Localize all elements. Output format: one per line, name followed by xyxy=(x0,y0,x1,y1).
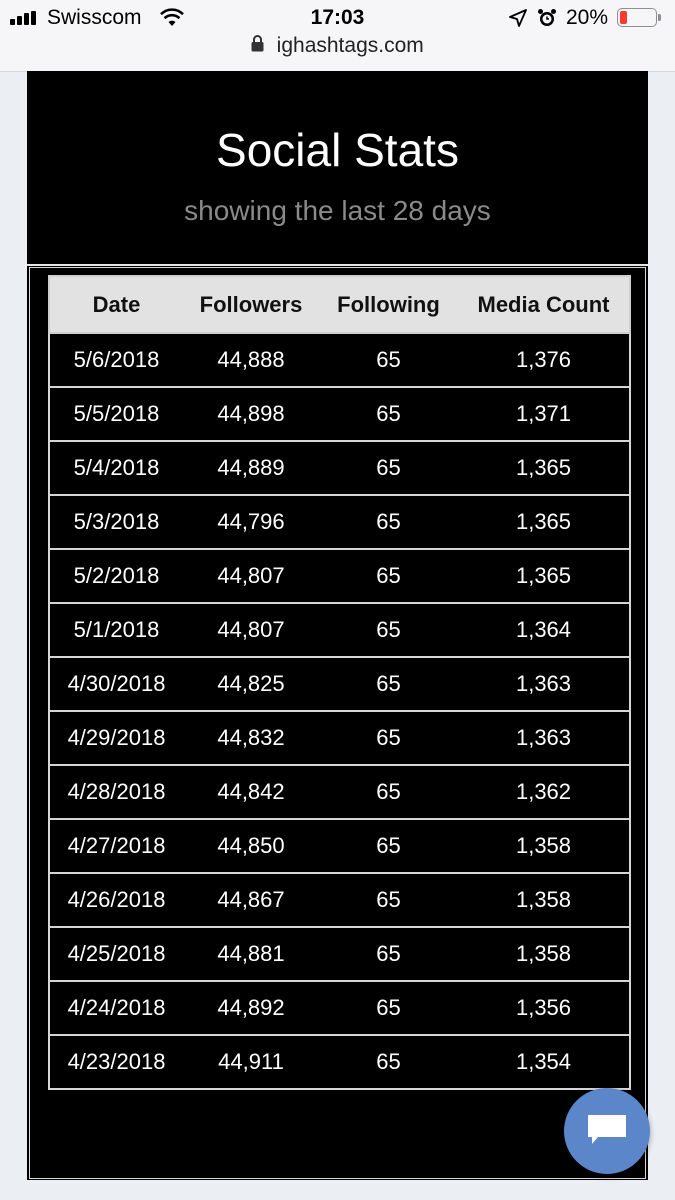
cell-following: 65 xyxy=(319,927,458,981)
cell-media-count: 1,365 xyxy=(458,495,630,549)
cell-date: 4/26/2018 xyxy=(49,873,183,927)
cell-media-count: 1,365 xyxy=(458,441,630,495)
cell-media-count: 1,371 xyxy=(458,387,630,441)
table-row xyxy=(49,927,630,981)
cell-followers: 44,892 xyxy=(183,981,319,1035)
table-row xyxy=(49,333,630,387)
battery-icon xyxy=(617,8,657,27)
column-header-media-count: Media Count xyxy=(458,276,630,333)
table-header-row xyxy=(49,276,630,333)
stats-table-panel xyxy=(29,267,646,1179)
cell-following: 65 xyxy=(319,981,458,1035)
cell-date: 5/6/2018 xyxy=(49,333,183,387)
cell-followers: 44,867 xyxy=(183,873,319,927)
cell-followers: 44,807 xyxy=(183,549,319,603)
cell-following: 65 xyxy=(319,387,458,441)
wifi-icon xyxy=(160,8,184,32)
cell-followers: 44,881 xyxy=(183,927,319,981)
column-header-followers: Followers xyxy=(183,276,319,333)
cell-date: 4/30/2018 xyxy=(49,657,183,711)
cell-media-count: 1,364 xyxy=(458,603,630,657)
table-row xyxy=(49,981,630,1035)
cell-date: 5/1/2018 xyxy=(49,603,183,657)
cell-date: 4/29/2018 xyxy=(49,711,183,765)
cell-media-count: 1,354 xyxy=(458,1035,630,1089)
cell-followers: 44,796 xyxy=(183,495,319,549)
table-row xyxy=(49,495,630,549)
cell-followers: 44,842 xyxy=(183,765,319,819)
cell-followers: 44,825 xyxy=(183,657,319,711)
battery-level xyxy=(620,11,627,24)
cell-media-count: 1,358 xyxy=(458,819,630,873)
stats-header xyxy=(27,71,648,266)
cell-media-count: 1,358 xyxy=(458,873,630,927)
cell-followers: 44,850 xyxy=(183,819,319,873)
cell-followers: 44,889 xyxy=(183,441,319,495)
lock-icon xyxy=(251,35,264,57)
alarm-icon xyxy=(537,8,557,33)
cell-following: 65 xyxy=(319,441,458,495)
table-row xyxy=(49,711,630,765)
cell-followers: 44,807 xyxy=(183,603,319,657)
address-bar[interactable] xyxy=(0,34,675,64)
stats-table xyxy=(48,275,631,1090)
table-row xyxy=(49,1035,630,1089)
cell-followers: 44,888 xyxy=(183,333,319,387)
cell-following: 65 xyxy=(319,819,458,873)
carrier-name: Swisscom xyxy=(47,6,142,29)
cell-following: 65 xyxy=(319,549,458,603)
column-header-following: Following xyxy=(319,276,458,333)
table-row xyxy=(49,765,630,819)
cell-following: 65 xyxy=(319,765,458,819)
page-title: Social Stats xyxy=(216,124,459,176)
clock: 17:03 xyxy=(310,6,365,29)
cell-following: 65 xyxy=(319,603,458,657)
cell-media-count: 1,363 xyxy=(458,657,630,711)
status-bar xyxy=(0,0,675,36)
battery-percent: 20% xyxy=(566,6,609,29)
cell-following: 65 xyxy=(319,657,458,711)
location-icon xyxy=(509,9,527,32)
table-row xyxy=(49,873,630,927)
cell-following: 65 xyxy=(319,1035,458,1089)
table-row xyxy=(49,603,630,657)
chat-bubble-icon xyxy=(586,1112,628,1150)
cell-media-count: 1,356 xyxy=(458,981,630,1035)
table-row xyxy=(49,657,630,711)
cell-date: 4/28/2018 xyxy=(49,765,183,819)
cell-date: 4/27/2018 xyxy=(49,819,183,873)
cell-date: 5/4/2018 xyxy=(49,441,183,495)
chat-widget-button[interactable] xyxy=(564,1088,650,1174)
social-stats-card xyxy=(27,71,648,1180)
table-row xyxy=(49,387,630,441)
column-header-date: Date xyxy=(49,276,183,333)
cell-date: 5/5/2018 xyxy=(49,387,183,441)
cell-following: 65 xyxy=(319,333,458,387)
cell-media-count: 1,365 xyxy=(458,549,630,603)
cell-media-count: 1,362 xyxy=(458,765,630,819)
cell-date: 4/23/2018 xyxy=(49,1035,183,1089)
cell-media-count: 1,363 xyxy=(458,711,630,765)
signal-icon xyxy=(10,11,42,25)
cell-media-count: 1,358 xyxy=(458,927,630,981)
cell-following: 65 xyxy=(319,711,458,765)
cell-media-count: 1,376 xyxy=(458,333,630,387)
cell-followers: 44,898 xyxy=(183,387,319,441)
url-text: ighashtags.com xyxy=(276,34,424,57)
table-row xyxy=(49,441,630,495)
browser-chrome xyxy=(0,0,675,72)
cell-following: 65 xyxy=(319,873,458,927)
page-subtitle: showing the last 28 days xyxy=(184,195,491,226)
cell-following: 65 xyxy=(319,495,458,549)
table-row xyxy=(49,549,630,603)
cell-followers: 44,832 xyxy=(183,711,319,765)
cell-date: 4/24/2018 xyxy=(49,981,183,1035)
cell-date: 5/3/2018 xyxy=(49,495,183,549)
cell-date: 4/25/2018 xyxy=(49,927,183,981)
cell-followers: 44,911 xyxy=(183,1035,319,1089)
table-row xyxy=(49,819,630,873)
cell-date: 5/2/2018 xyxy=(49,549,183,603)
